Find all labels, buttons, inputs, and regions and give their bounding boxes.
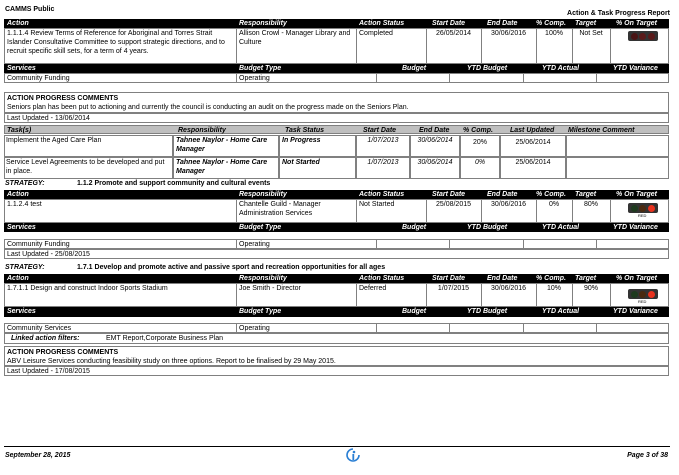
comments-box — [4, 346, 669, 366]
col-on-target: % On Target — [616, 191, 657, 198]
budget-header-row — [4, 307, 669, 317]
col-target: Target — [575, 20, 597, 27]
task-header-row — [4, 125, 669, 134]
col-ytd-variance: YTD Variance — [613, 308, 658, 315]
task-milestone — [566, 157, 669, 179]
action-start-date: 26/05/2014 — [435, 30, 472, 37]
col-task: Task(s) — [7, 127, 32, 134]
services-value: Community Services — [7, 325, 72, 332]
col-budget-type: Budget Type — [239, 65, 282, 72]
linked-filters-label: Linked action filters: — [11, 335, 80, 342]
linked-filters-row — [4, 333, 669, 344]
col-budget-type: Budget Type — [239, 308, 282, 315]
task-status: In Progress — [282, 137, 321, 144]
action-name: 1.1.2.4 test — [7, 201, 42, 208]
col-action-status: Action Status — [359, 191, 405, 198]
action-row — [4, 283, 669, 307]
action-comp: 0% — [548, 201, 560, 208]
traffic-light-red-icon — [628, 289, 658, 299]
task-start: 1/07/2013 — [367, 137, 399, 144]
strategy-label: STRATEGY: — [5, 264, 45, 271]
action-responsibility: Chantelle Guild - Manager Administration Services — [239, 201, 321, 217]
task-comp: 20% — [472, 139, 487, 146]
action-name: 1.1.1.4 Review Terms of Reference for Aboriginal and Torres Strait Islander Consultative Committee to support strategic directions, and to recruit specific skill sets, for a term of 4 years. — [7, 30, 225, 55]
col-comp: % Comp. — [536, 191, 566, 198]
report-title: Action & Task Progress Report — [567, 10, 670, 17]
budget-header-row — [4, 223, 669, 232]
action-end-date: 30/06/2016 — [490, 285, 527, 292]
col-action-status: Action Status — [359, 275, 405, 282]
col-budget: Budget — [402, 308, 427, 315]
footer-page: Page 3 of 38 — [627, 452, 668, 459]
budget-header-row — [4, 64, 669, 73]
col-milestone: Milestone Comment — [568, 127, 635, 134]
budget-row — [4, 239, 669, 249]
footer-rule — [4, 446, 670, 447]
action-header-row — [4, 274, 669, 283]
col-task-start: Start Date — [363, 127, 397, 134]
task-responsibility: Tahnee Naylor - Home Care Manager — [176, 137, 268, 153]
action-responsibility: Joe Smith - Director — [239, 285, 301, 292]
col-ytd-variance: YTD Variance — [613, 65, 658, 72]
indicator-caption: RED — [638, 299, 647, 304]
last-updated-row — [4, 366, 669, 376]
comment-text: ABV Leisure Services conducting feasibility study on three options. Report to be finalised by 29 May 2015. — [7, 358, 336, 365]
col-ytd-budget: YTD Budget — [467, 65, 508, 72]
budget-type-value: Operating — [239, 325, 270, 332]
col-ytd-actual: YTD Actual — [542, 65, 580, 72]
col-end-date: End Date — [487, 275, 518, 282]
action-end-date: 30/06/2016 — [490, 201, 527, 208]
action-status: Completed — [359, 30, 393, 37]
traffic-light-icon — [628, 31, 658, 41]
task-end: 30/06/2014 — [417, 159, 453, 166]
col-task-status: Task Status — [285, 127, 325, 134]
action-row — [4, 199, 669, 223]
last-updated: Last Updated - 17/08/2015 — [7, 368, 90, 375]
services-value: Community Funding — [7, 241, 70, 248]
col-start-date: Start Date — [432, 191, 466, 198]
action-end-date: 30/06/2016 — [490, 30, 527, 37]
budget-row — [4, 73, 669, 83]
comments-heading: ACTION PROGRESS COMMENTS — [7, 95, 119, 102]
task-responsibility: Tahnee Naylor - Home Care Manager — [176, 159, 268, 175]
services-value: Community Funding — [7, 75, 70, 82]
action-status: Deferred — [359, 285, 387, 292]
col-services: Services — [7, 224, 36, 231]
action-start-date: 25/08/2015 — [435, 201, 472, 208]
col-target: Target — [575, 275, 597, 282]
col-task-comp: % Comp. — [463, 127, 493, 134]
col-start-date: Start Date — [432, 20, 466, 27]
comments-box — [4, 92, 669, 113]
col-services: Services — [7, 65, 36, 72]
action-header-row — [4, 190, 669, 199]
col-end-date: End Date — [487, 20, 518, 27]
col-action-status: Action Status — [359, 20, 405, 27]
action-row — [4, 28, 669, 64]
col-responsibility: Responsibility — [239, 20, 287, 27]
col-comp: % Comp. — [536, 20, 566, 27]
col-ytd-actual: YTD Actual — [542, 308, 580, 315]
action-target: 90% — [583, 285, 598, 292]
col-task-end: End Date — [419, 127, 450, 134]
action-target: Not Set — [579, 30, 603, 37]
col-target: Target — [575, 191, 597, 198]
action-responsibility: Allison Crowl - Manager Library and Culture — [239, 30, 351, 46]
comment-text: Seniors plan has been put to actioning and currently the council is conducting an audit on the progress made on the Seniors Plan. — [7, 104, 409, 111]
org-name: CAMMS Public — [5, 6, 55, 13]
col-ytd-actual: YTD Actual — [542, 224, 580, 231]
col-comp: % Comp. — [536, 275, 566, 282]
strategy-title: 1.1.2 Promote and support community and cultural events — [77, 180, 271, 187]
last-updated: Last Updated - 25/08/2015 — [7, 251, 90, 258]
task-status: Not Started — [282, 159, 320, 166]
budget-type-value: Operating — [239, 75, 270, 82]
col-budget: Budget — [402, 65, 427, 72]
col-action: Action — [7, 20, 29, 27]
strategy-label: STRATEGY: — [5, 180, 45, 187]
footer-date: September 28, 2015 — [5, 452, 71, 459]
col-on-target: % On Target — [616, 275, 657, 282]
action-header-row — [4, 19, 669, 28]
budget-type-value: Operating — [239, 241, 270, 248]
task-start: 1/07/2013 — [367, 159, 399, 166]
task-name: Implement the Aged Care Plan — [6, 137, 102, 144]
col-end-date: End Date — [487, 191, 518, 198]
action-comp: 100% — [545, 30, 563, 37]
linked-filters-value: EMT Report,Corporate Business Plan — [106, 335, 223, 342]
col-start-date: Start Date — [432, 275, 466, 282]
budget-row — [4, 323, 669, 333]
task-milestone — [566, 135, 669, 157]
col-responsibility: Responsibility — [239, 191, 287, 198]
col-responsibility: Responsibility — [239, 275, 287, 282]
action-name: 1.7.1.1 Design and construct Indoor Sports Stadium — [7, 285, 168, 292]
last-updated-row — [4, 113, 669, 123]
col-action: Action — [7, 275, 29, 282]
task-row — [4, 135, 669, 157]
indicator-caption: RED — [638, 213, 647, 218]
action-status: Not Started — [359, 201, 395, 208]
traffic-light-red-icon — [628, 203, 658, 213]
col-ytd-variance: YTD Variance — [613, 224, 658, 231]
task-last-updated: 25/06/2014 — [515, 159, 551, 166]
col-task-responsibility: Responsibility — [178, 127, 226, 134]
col-action: Action — [7, 191, 29, 198]
action-comp: 10% — [546, 285, 561, 292]
comments-heading: ACTION PROGRESS COMMENTS — [7, 349, 119, 356]
col-task-last-updated: Last Updated — [510, 127, 555, 134]
last-updated-row — [4, 249, 669, 259]
col-ytd-budget: YTD Budget — [467, 224, 508, 231]
strategy-title: 1.7.1 Develop and promote active and passive sport and recreation opportunities for all ages — [77, 264, 386, 271]
info-logo-icon — [346, 448, 360, 462]
task-last-updated: 25/06/2014 — [515, 139, 551, 146]
action-start-date: 1/07/2015 — [437, 285, 470, 292]
task-comp: 0% — [474, 159, 486, 166]
task-row — [4, 157, 669, 179]
col-on-target: % On Target — [616, 20, 657, 27]
action-target: 80% — [583, 201, 598, 208]
task-end: 30/06/2014 — [417, 137, 453, 144]
last-updated: Last Updated - 13/06/2014 — [7, 115, 90, 122]
col-budget: Budget — [402, 224, 427, 231]
col-ytd-budget: YTD Budget — [467, 308, 508, 315]
col-services: Services — [7, 308, 36, 315]
task-name: Service Level Agreements to be developed and put in place. — [6, 159, 165, 175]
col-budget-type: Budget Type — [239, 224, 282, 231]
